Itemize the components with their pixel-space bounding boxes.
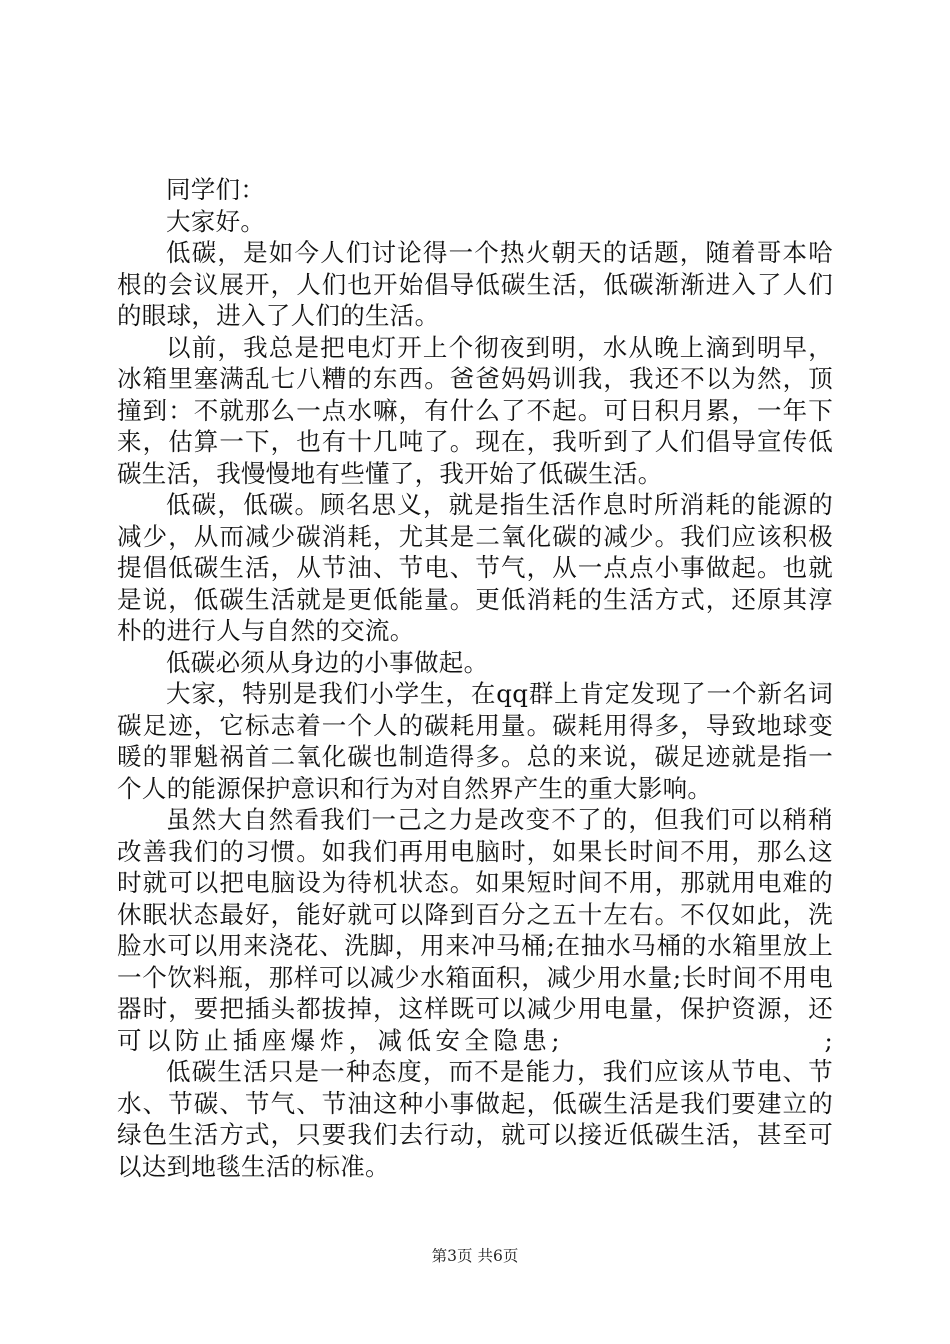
paragraph-conclusion: 低碳生活只是一种态度，而不是能力，我们应该从节电、节水、节碳、节气、节油这种小事做起，低碳生活是我们要建立的绿色生活方式，只要我们去行动，就可以接近低碳生活，甚至可以达到地毯生活的标准。 bbox=[117, 1057, 833, 1181]
paragraph-definition: 低碳，低碳。顾名思义，就是指生活作息时所消耗的能源的减少，从而减少碳消耗，尤其是二氧化碳的减少。我们应该积极提倡低碳生活，从节油、节电、节气，从一点点小事做起。也就是说，低碳生活就是更低能量。更低消耗的生活方式，还原其淳朴的进行人与自然的交流。 bbox=[117, 490, 833, 645]
page-footer: 第3页 共6页 bbox=[431, 1247, 519, 1265]
paragraph-intro: 低碳，是如今人们讨论得一个热火朝天的话题，随着哥本哈根的会议展开，人们也开始倡导低碳生活，低碳渐渐进入了人们的眼球，进入了人们的生活。 bbox=[117, 238, 833, 330]
paragraph-hello: 大家好。 bbox=[166, 206, 266, 236]
paragraph-greeting: 同学们： bbox=[166, 175, 266, 204]
paragraph-habits: 虽然大自然看我们一己之力是改变不了的，但我们可以稍稍改善我们的习惯。如我们再用电脑时，如果长时间不用，那么这时就可以把电脑设为待机状态。如果短时间不用，那就用电难的休眠状态最好，能好就可以降到百分之五十左右。不仅如此，洗脸水可以用来浇花、洗脚，用来冲马桶;在抽水马桶的水箱里放上一个饮料瓶，那样可以减少水箱面积，减少用水量;长时间不用电器时，要把插头都拔掉，这样既可以减少用电量，保护资源，还可以防止插座爆炸，减低安全隐患; ; bbox=[117, 805, 833, 1055]
document-body bbox=[117, 174, 833, 1182]
paragraph-past-habits: 以前，我总是把电灯开上个彻夜到明，水从晚上滴到明早，冰箱里塞满乱七八糟的东西。爸爸妈妈训我，我还不以为然，顶撞到：不就那么一点水嘛，有什么了不起。可日积月累，一年下来，估算一下，也有十几吨了。现在，我听到了人们倡导宣传低碳生活，我慢慢地有些懂了，我开始了低碳生活。 bbox=[117, 332, 833, 488]
paragraph-carbon-footprint: 大家，特别是我们小学生，在qq群上肯定发现了一个新名词碳足迹，它标志着一个人的碳耗用量。碳耗用得多，导致地球变暖的罪魁祸首二氧化碳也制造得多。总的来说，碳足迹就是指一个人的能源保护意识和行为对自然界产生的重大影响。 bbox=[117, 679, 833, 803]
paragraph-small-things: 低碳必须从身边的小事做起。 bbox=[166, 647, 489, 677]
